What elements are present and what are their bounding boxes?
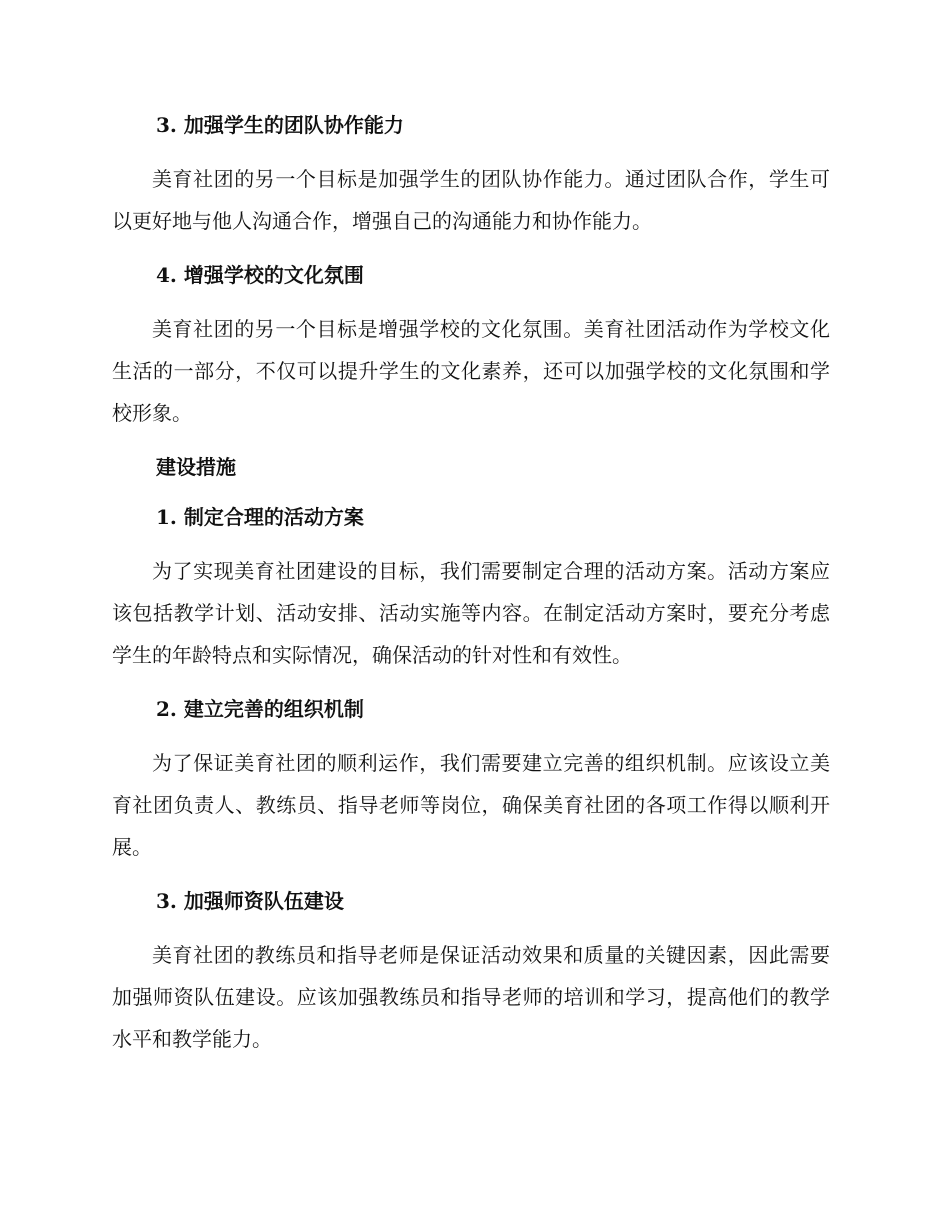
section-heading-construction-measures: 建设措施 [156,455,236,479]
section-heading-team-collaboration: 3. 加强学生的团队协作能力 [156,113,404,137]
section-paragraph-teacher-team: 美育社团的教练员和指导老师是保证活动效果和质量的关键因素，因此需要加强师资队伍建设。应该加强教练员和指导老师的培训和学习，提高他们的教学水平和教学能力。 [112,943,830,1051]
section-heading-organization-mechanism: 2. 建立完善的组织机制 [156,697,364,721]
document-page [112,108,830,1060]
section-heading-teacher-team: 3. 加强师资队伍建设 [156,889,344,913]
section-paragraph-team-collaboration: 美育社团的另一个目标是加强学生的团队协作能力。通过团队合作，学生可以更好地与他人沟通合作，增强自己的沟通能力和协作能力。 [112,167,830,233]
section-paragraph-activity-plan: 为了实现美育社团建设的目标，我们需要制定合理的活动方案。活动方案应该包括教学计划、活动安排、活动实施等内容。在制定活动方案时，要充分考虑学生的年龄特点和实际情况，确保活动的针对性和有效性。 [112,559,830,667]
section-heading-school-culture: 4. 增强学校的文化氛围 [156,263,364,287]
section-paragraph-organization-mechanism: 为了保证美育社团的顺利运作，我们需要建立完善的组织机制。应该设立美育社团负责人、教练员、指导老师等岗位，确保美育社团的各项工作得以顺利开展。 [112,751,830,859]
section-paragraph-school-culture: 美育社团的另一个目标是增强学校的文化氛围。美育社团活动作为学校文化生活的一部分，不仅可以提升学生的文化素养，还可以加强学校的文化氛围和学校形象。 [112,317,830,425]
section-heading-activity-plan: 1. 制定合理的活动方案 [156,505,364,529]
